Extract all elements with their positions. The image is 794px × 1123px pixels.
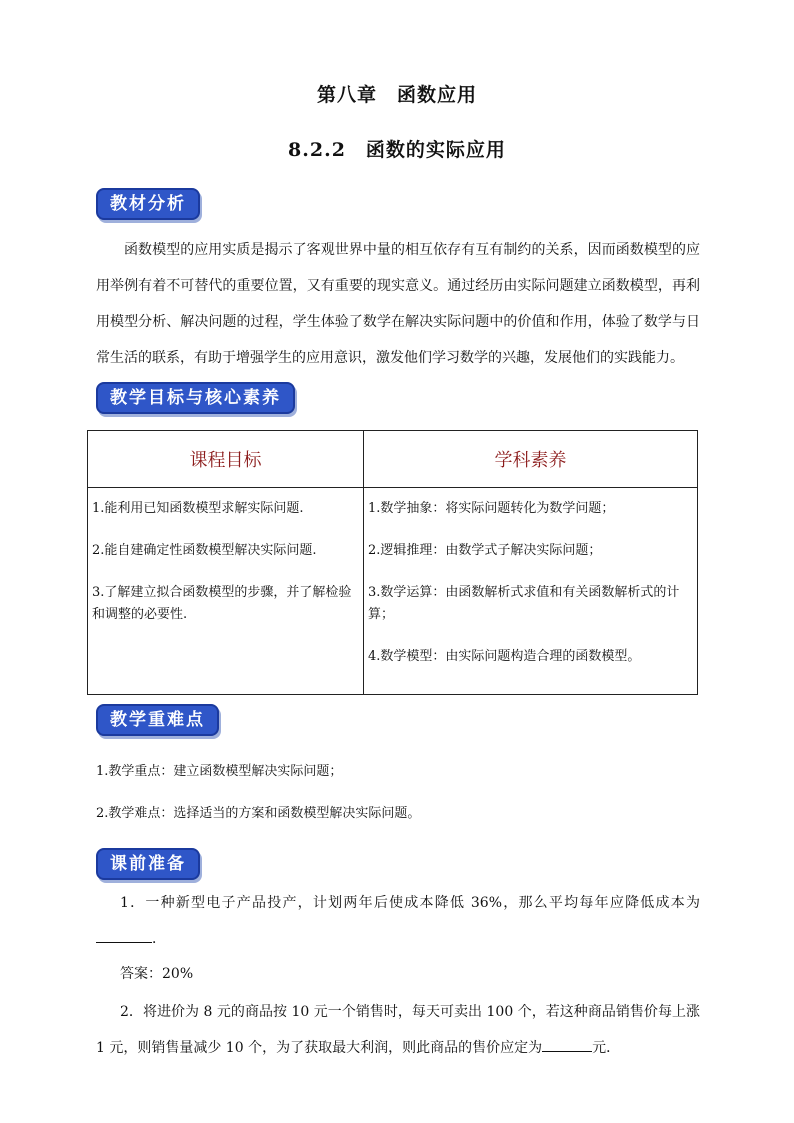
answer-blank	[96, 942, 152, 943]
literacy-item: 1.数学抽象：将实际问题转化为数学问题；	[368, 501, 615, 516]
objective-item: 1.能利用已知函数模型求解实际问题.	[92, 501, 304, 516]
question-1-answer: 答案：20%	[120, 966, 194, 982]
objective-item: 3.了解建立拟合函数模型的步骤，并了解检验和调整的必要性.	[92, 585, 352, 622]
table-header-row	[88, 431, 698, 488]
analysis-heading-badge: 教材分析	[96, 188, 200, 220]
literacy-item: 3.数学运算：由函数解析式求值和有关函数解析式的计算；	[368, 585, 680, 622]
question-2-text: 2．将进价为 8 元的商品按 10 元一个销售时，每天可卖出 100 个，若这种商品销售价每上涨 1 元，则销售量减少 10 个，为了获取最大利润，则此商品的售价应定为	[96, 1004, 700, 1056]
teaching-difficulty: 2.教学难点：选择适当的方案和函数模型解决实际问题。	[96, 806, 421, 821]
table-body-row	[88, 488, 698, 695]
chapter-title: 第八章 函数应用	[316, 84, 477, 106]
preparation-heading-badge: 课前准备	[96, 848, 200, 880]
question-1-text: 1．一种新型电子产品投产，计划两年后使成本降低 36%，那么平均每年应降低成本为	[120, 895, 700, 911]
objectives-column-header: 课程目标	[88, 431, 364, 488]
goals-table	[87, 430, 698, 695]
section-title: 8.2.2 函数的实际应用	[288, 139, 506, 161]
keypoints-heading-badge: 教学重难点	[96, 704, 219, 736]
goals-heading-badge: 教学目标与核心素养	[96, 382, 295, 414]
question-2-end: 元．	[592, 1040, 621, 1056]
literacy-column-header: 学科素养	[364, 431, 698, 488]
literacy-item: 4.数学模型：由实际问题构造合理的函数模型。	[368, 649, 641, 664]
question-1-end: ．	[152, 931, 166, 947]
objective-item: 2.能自建确定性函数模型解决实际问题.	[92, 543, 317, 558]
question-1	[96, 885, 700, 957]
literacy-cell	[364, 488, 698, 695]
teaching-focus: 1.教学重点：建立函数模型解决实际问题；	[96, 764, 343, 779]
literacy-item: 2.逻辑推理：由数学式子解决实际问题；	[368, 543, 602, 558]
answer-blank	[542, 1051, 592, 1052]
question-2	[96, 994, 700, 1066]
objectives-cell	[88, 488, 364, 695]
analysis-paragraph: 函数模型的应用实质是揭示了客观世界中量的相互依存有互有制约的关系，因而函数模型的应用举例有着不可替代的重要位置，又有重要的现实意义。通过经历由实际问题建立函数模型，再利用模型分析、解决问题的过程，学生体验了数学在解决实际问题中的价值和作用，体验了数学与日常生活的联系，有助于增强学生的应用意识，激发他们学习数学的兴趣，发展他们的实践能力。	[96, 242, 700, 366]
